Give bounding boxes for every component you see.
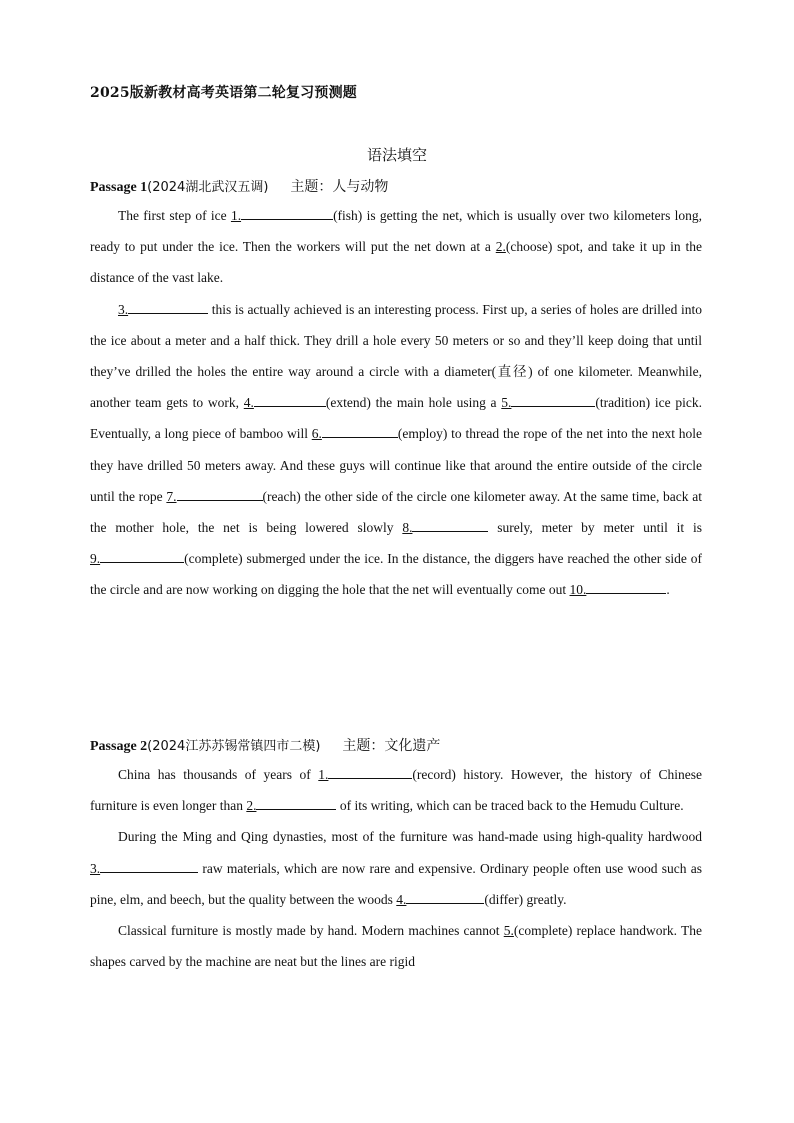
- blank-3: [90, 853, 198, 884]
- blank-line: [254, 394, 326, 407]
- passage-1-paragraph-2: [90, 294, 702, 606]
- passage-2: [90, 733, 702, 977]
- blank-line: [100, 860, 198, 873]
- blank-line: [241, 207, 333, 220]
- blank-line: [256, 797, 336, 810]
- blank-3: [118, 294, 208, 325]
- section-title: 语法填空: [366, 146, 427, 164]
- blank-8: [402, 512, 488, 543]
- passage-2-paragraph-2: [90, 821, 702, 915]
- blank-line: [177, 488, 263, 501]
- document-title: 2025版新教材高考英语第二轮复习预测题: [90, 85, 357, 101]
- text-segment: (differ) greatly.: [484, 891, 567, 907]
- blank-7: [166, 481, 262, 512]
- blank-number: 4.: [243, 395, 254, 411]
- blank-5: [504, 915, 514, 946]
- passage-1-label: Passage 1: [90, 180, 148, 195]
- blank-number: 1.: [318, 767, 329, 782]
- text-segment: (choose) spot, and take it up in the distance of the vast lake.: [90, 239, 702, 286]
- blank-number: 4.: [396, 891, 407, 907]
- text-segment: The first step of ice: [118, 208, 231, 223]
- blank-2: [496, 231, 506, 262]
- passage-2-theme: 主题：文化遗产: [342, 738, 441, 754]
- blank-line: [128, 301, 208, 314]
- text-segment: of its writing, which can be traced back to the Hemudu Culture.: [336, 798, 684, 814]
- text-segment: surely, meter by meter until it is: [488, 520, 702, 536]
- blank-1: [231, 200, 333, 231]
- passage-2-paragraph-3: [90, 915, 702, 977]
- blank-line: [511, 394, 595, 407]
- text-segment: Classical furniture is mostly made by hand. Modern machines cannot: [118, 923, 504, 939]
- text-segment: (extend) the main hole using a: [325, 395, 502, 411]
- passage-1: [90, 174, 702, 606]
- blank-line: [100, 550, 184, 563]
- text-segment: (fish) is getting the net, which is usually over two kilometers long, ready to put under the ice. Then the workers will put the net down at a: [90, 208, 702, 255]
- blank-6: [312, 418, 398, 449]
- blank-number: 2.: [246, 798, 257, 814]
- blank-number: 6.: [311, 426, 322, 442]
- passage-1-theme: 主题：人与动物: [290, 179, 389, 195]
- text-segment: (tradition) ice pick. Eventually, a long piece of bamboo will: [90, 395, 702, 442]
- passage-2-source: (2024江苏苏锡常镇四市二模): [147, 739, 321, 754]
- text-segment: (employ) to thread the rope of the net into the next hole they have drilled 50 meters away. And these guys will continue like that around the entire outside of the circle until the rope: [90, 426, 702, 504]
- text-segment: China has thousands of years of: [118, 767, 319, 782]
- blank-4: [244, 387, 326, 418]
- blank-number: 9.: [90, 551, 101, 567]
- blank-line: [412, 519, 488, 532]
- blank-number: 3.: [90, 860, 101, 876]
- blank-number: 1.: [230, 208, 242, 223]
- text-segment: this is actually achieved is an interesting process. First up, a series of holes are drilled into the ice about a meter and a half thick. They drill a hole every 50 meters or so and they’ll keep doing that until they’ve drilled the holes the entire way around a circle with a diameter(直径) of one kilometer. Meanwhile, another team gets to work,: [90, 301, 702, 411]
- passage-1-source: (2024湖北武汉五调): [147, 180, 269, 195]
- blank-10: [569, 574, 670, 605]
- blank-line: [586, 581, 666, 594]
- blank-2: [246, 790, 336, 821]
- blank-number: 2.: [495, 239, 506, 255]
- blank-number: 5.: [503, 923, 514, 939]
- text-segment: (reach) the other side of the circle one kilometer away. At the same time, back at the mother hole, the net is being lowered slowly: [90, 488, 702, 536]
- blank-number: 5.: [501, 395, 512, 411]
- blank-4: [396, 884, 484, 915]
- blank-9: [90, 543, 184, 574]
- blank-5: [501, 387, 595, 418]
- text-segment: During the Ming and Qing dynasties, most of the furniture was hand-made using high-quality hardwood: [118, 829, 702, 845]
- blank-number: 3.: [118, 301, 129, 317]
- passage-2-heading: [90, 733, 702, 759]
- text-segment: (complete) submerged under the ice. In the distance, the diggers have reached the other side of the circle and are now working on digging the hole that the net will eventually come out: [90, 551, 702, 598]
- blank-line: [328, 766, 412, 779]
- text-segment: raw materials, which are now rare and expensive. Ordinary people often use wood such as pine, elm, and beech, but the quality between the woods: [90, 860, 702, 907]
- passage-2-paragraph-1: [90, 759, 702, 821]
- blank-number: 8.: [402, 520, 413, 536]
- blank-1: [318, 759, 412, 790]
- blank-number: 7.: [166, 488, 177, 504]
- passage-2-label: Passage 2: [90, 739, 148, 754]
- text-segment: (complete) replace handwork. The shapes carved by the machine are neat but the lines are rigid: [90, 923, 702, 970]
- blank-number: 10.: [569, 582, 587, 598]
- blank-line: [322, 425, 398, 438]
- text-segment: (record) history. However, the history of Chinese furniture is even longer than: [90, 767, 703, 814]
- passage-1-heading: [90, 174, 702, 200]
- text-segment: .: [666, 582, 670, 598]
- passage-1-paragraph-1: [90, 200, 702, 294]
- blank-line: [406, 891, 484, 904]
